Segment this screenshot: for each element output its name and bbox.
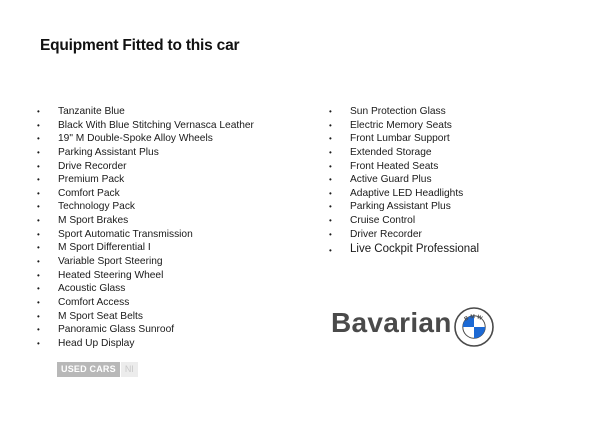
list-item-label: 19" M Double-Spoke Alloy Wheels [58,133,213,145]
list-item-label: Sport Automatic Transmission [58,228,193,240]
bullet-icon: • [37,257,40,267]
bullet-icon: • [37,243,40,253]
list-item-label: Technology Pack [58,201,136,213]
list-item-label: Active Guard Plus [350,174,432,186]
list-item-label: M Sport Seat Belts [58,310,143,322]
list-item-label: Comfort Pack [58,187,120,199]
list-item [37,214,254,228]
bullet-icon: • [37,134,40,144]
list-item [37,337,254,351]
list-item-label: Adaptive LED Headlights [350,187,464,199]
list-item-label: Premium Pack [58,174,125,186]
used-cars-badge [57,362,138,377]
list-item [329,173,479,187]
list-item-label: Parking Assistant Plus [350,201,451,213]
bullet-icon: • [37,147,40,157]
list-item-label: Panoramic Glass Sunroof [58,324,175,336]
bullet-icon: • [329,246,332,256]
list-item [37,200,254,214]
list-item-label: Heated Steering Wheel [58,269,164,281]
list-item [329,132,479,146]
bullet-icon: • [37,338,40,348]
list-item [329,228,479,242]
bullet-icon: • [329,134,332,144]
bullet-icon: • [37,161,40,171]
bullet-icon: • [37,188,40,198]
page-title: Equipment Fitted to this car [40,37,240,54]
list-item [37,119,254,133]
used-cars-label: USED CARS [57,362,120,377]
list-item [329,214,479,228]
equipment-list-right [329,105,480,257]
bullet-icon: • [329,188,332,198]
list-item [37,146,254,160]
brand-name: Bavarian [331,307,452,338]
list-item-label: Front Heated Seats [350,160,439,172]
bullet-icon: • [329,175,332,185]
list-item-label: Electric Memory Seats [350,119,452,131]
list-item-label: Extended Storage [350,146,432,158]
list-item-label: M Sport Brakes [58,215,129,227]
list-item-label: M Sport Differential I [58,242,151,254]
list-item [37,132,254,146]
list-item [37,282,254,296]
bullet-icon: • [329,229,332,239]
bmw-roundel-icon [454,307,494,347]
bullet-icon: • [37,175,40,185]
bullet-icon: • [329,216,332,226]
list-item-label: Black With Blue Stitching Vernasca Leather [58,119,254,131]
list-item-label: Head Up Display [58,337,135,349]
bullet-icon: • [37,229,40,239]
equipment-list-left [37,105,254,351]
bullet-icon: • [37,297,40,307]
bullet-icon: • [37,107,40,116]
list-item-label: Cruise Control [350,215,416,227]
bullet-icon: • [37,202,40,212]
list-item [37,187,254,201]
bullet-icon: • [37,284,40,294]
bullet-icon: • [329,147,332,157]
list-item [329,200,479,214]
list-item [329,242,480,257]
list-item [329,160,479,174]
bullet-icon: • [37,120,40,130]
bullet-icon: • [37,325,40,335]
list-item-label: Tanzanite Blue [58,106,125,117]
list-item-label: Live Cockpit Professional [350,243,480,256]
list-item-label: Variable Sport Steering [58,256,163,268]
region-label: NI [121,362,138,377]
list-item [37,228,254,242]
bullet-icon: • [329,161,332,171]
list-item [37,269,254,283]
list-item [37,296,254,310]
list-item [37,255,254,269]
list-item [37,173,254,187]
bullet-icon: • [329,120,332,130]
list-item-label: Driver Recorder [350,228,422,240]
list-item [329,187,479,201]
list-item-label: Front Lumbar Support [350,133,450,145]
list-item-label: Sun Protection Glass [350,106,446,117]
list-item [37,160,254,174]
bullet-icon: • [37,216,40,226]
list-item-label: Parking Assistant Plus [58,146,159,158]
bullet-icon: • [329,202,332,212]
list-item [37,241,254,255]
list-item [37,323,254,337]
list-item [329,146,479,160]
list-item [37,310,254,324]
list-item [37,105,254,119]
bmw-logo-letters: BMW [463,313,485,323]
list-item [329,119,479,133]
list-item-label: Drive Recorder [58,160,127,172]
bullet-icon: • [37,311,40,321]
bullet-icon: • [37,270,40,280]
list-item [329,105,479,119]
list-item-label: Acoustic Glass [58,283,126,295]
list-item-label: Comfort Access [58,296,130,308]
bullet-icon: • [329,107,332,116]
